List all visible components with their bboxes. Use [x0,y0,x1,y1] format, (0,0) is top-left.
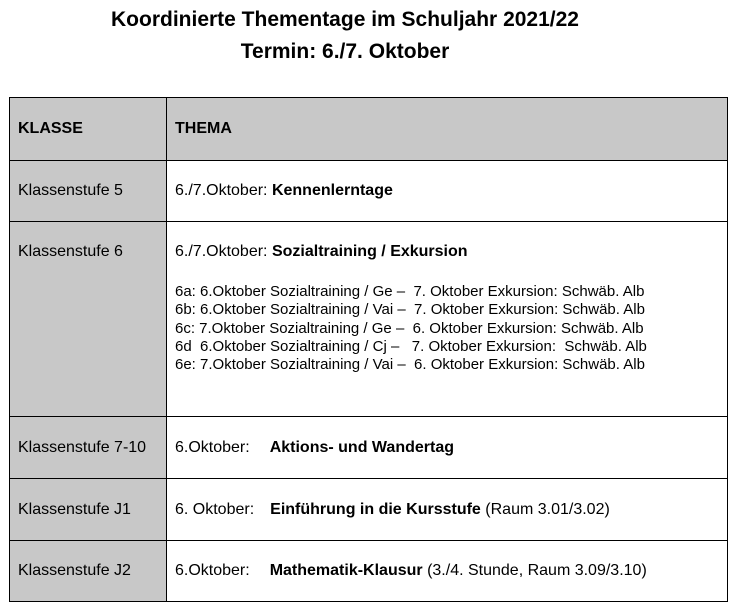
thema-cell [167,222,728,417]
detail-line: 6b: 6.Oktober Sozialtraining / Vai – 7. Oktober Exkursion: Schwäb. Alb [175,301,645,319]
thema-extra: (Raum 3.01/3.02) [485,500,610,518]
table-row [10,541,728,602]
klasse-cell: Klassenstufe J2 [10,541,167,602]
detail-line: 6c: 7.Oktober Sozialtraining / Ge – 6. Oktober Exkursion: Schwäb. Alb [175,319,644,337]
table-row [10,161,728,222]
thema-topic: Mathematik-Klausur [269,562,423,579]
detail-line: 6d 6.Oktober Sozialtraining / Cj – 7. Oktober Exkursion: Schwäb. Alb [175,337,647,355]
thema-date: 6.Oktober: [175,562,250,579]
table-row [10,417,728,479]
thema-cell [167,541,728,602]
klasse-cell: Klassenstufe 6 [10,222,167,417]
thema-cell [167,161,728,222]
klasse-cell: Klassenstufe 7-10 [10,417,167,479]
klasse6-details [175,283,727,374]
thema-date: 6. Oktober: [175,500,255,518]
table-header-row [10,98,728,161]
detail-line: 6e: 7.Oktober Sozialtraining / Vai – 6. Oktober Exkursion: Schwäb. Alb [175,356,645,374]
thema-cell [167,417,728,479]
thema-topic: Kennenlerntage [271,182,393,199]
thema-topic: Sozialtraining / Exkursion [271,243,468,260]
table-row [10,479,728,541]
klasse-cell: Klassenstufe 5 [10,161,167,222]
klasse-cell: Klassenstufe J1 [10,479,167,541]
page-subtitle: Termin: 6./7. Oktober [240,40,450,63]
thementage-table [9,97,728,602]
page-title: Koordinierte Thementage im Schuljahr 2021/22 [111,8,579,31]
thema-extra: (3./4. Stunde, Raum 3.09/3.10) [427,562,647,579]
header-thema: THEMA [167,98,728,161]
thema-date: 6.Oktober: [175,438,250,456]
thema-date: 6./7.Oktober: [175,182,268,199]
header-klasse: KLASSE [10,98,167,161]
thema-topic: Einführung in die Kursstufe [270,500,481,518]
thema-date: 6./7.Oktober: [175,243,268,260]
detail-line: 6a: 6.Oktober Sozialtraining / Ge – 7. Oktober Exkursion: Schwäb. Alb [175,283,645,300]
thema-cell [167,479,728,541]
thema-topic: Aktions- und Wandertag [269,438,454,456]
table-row [10,222,728,417]
